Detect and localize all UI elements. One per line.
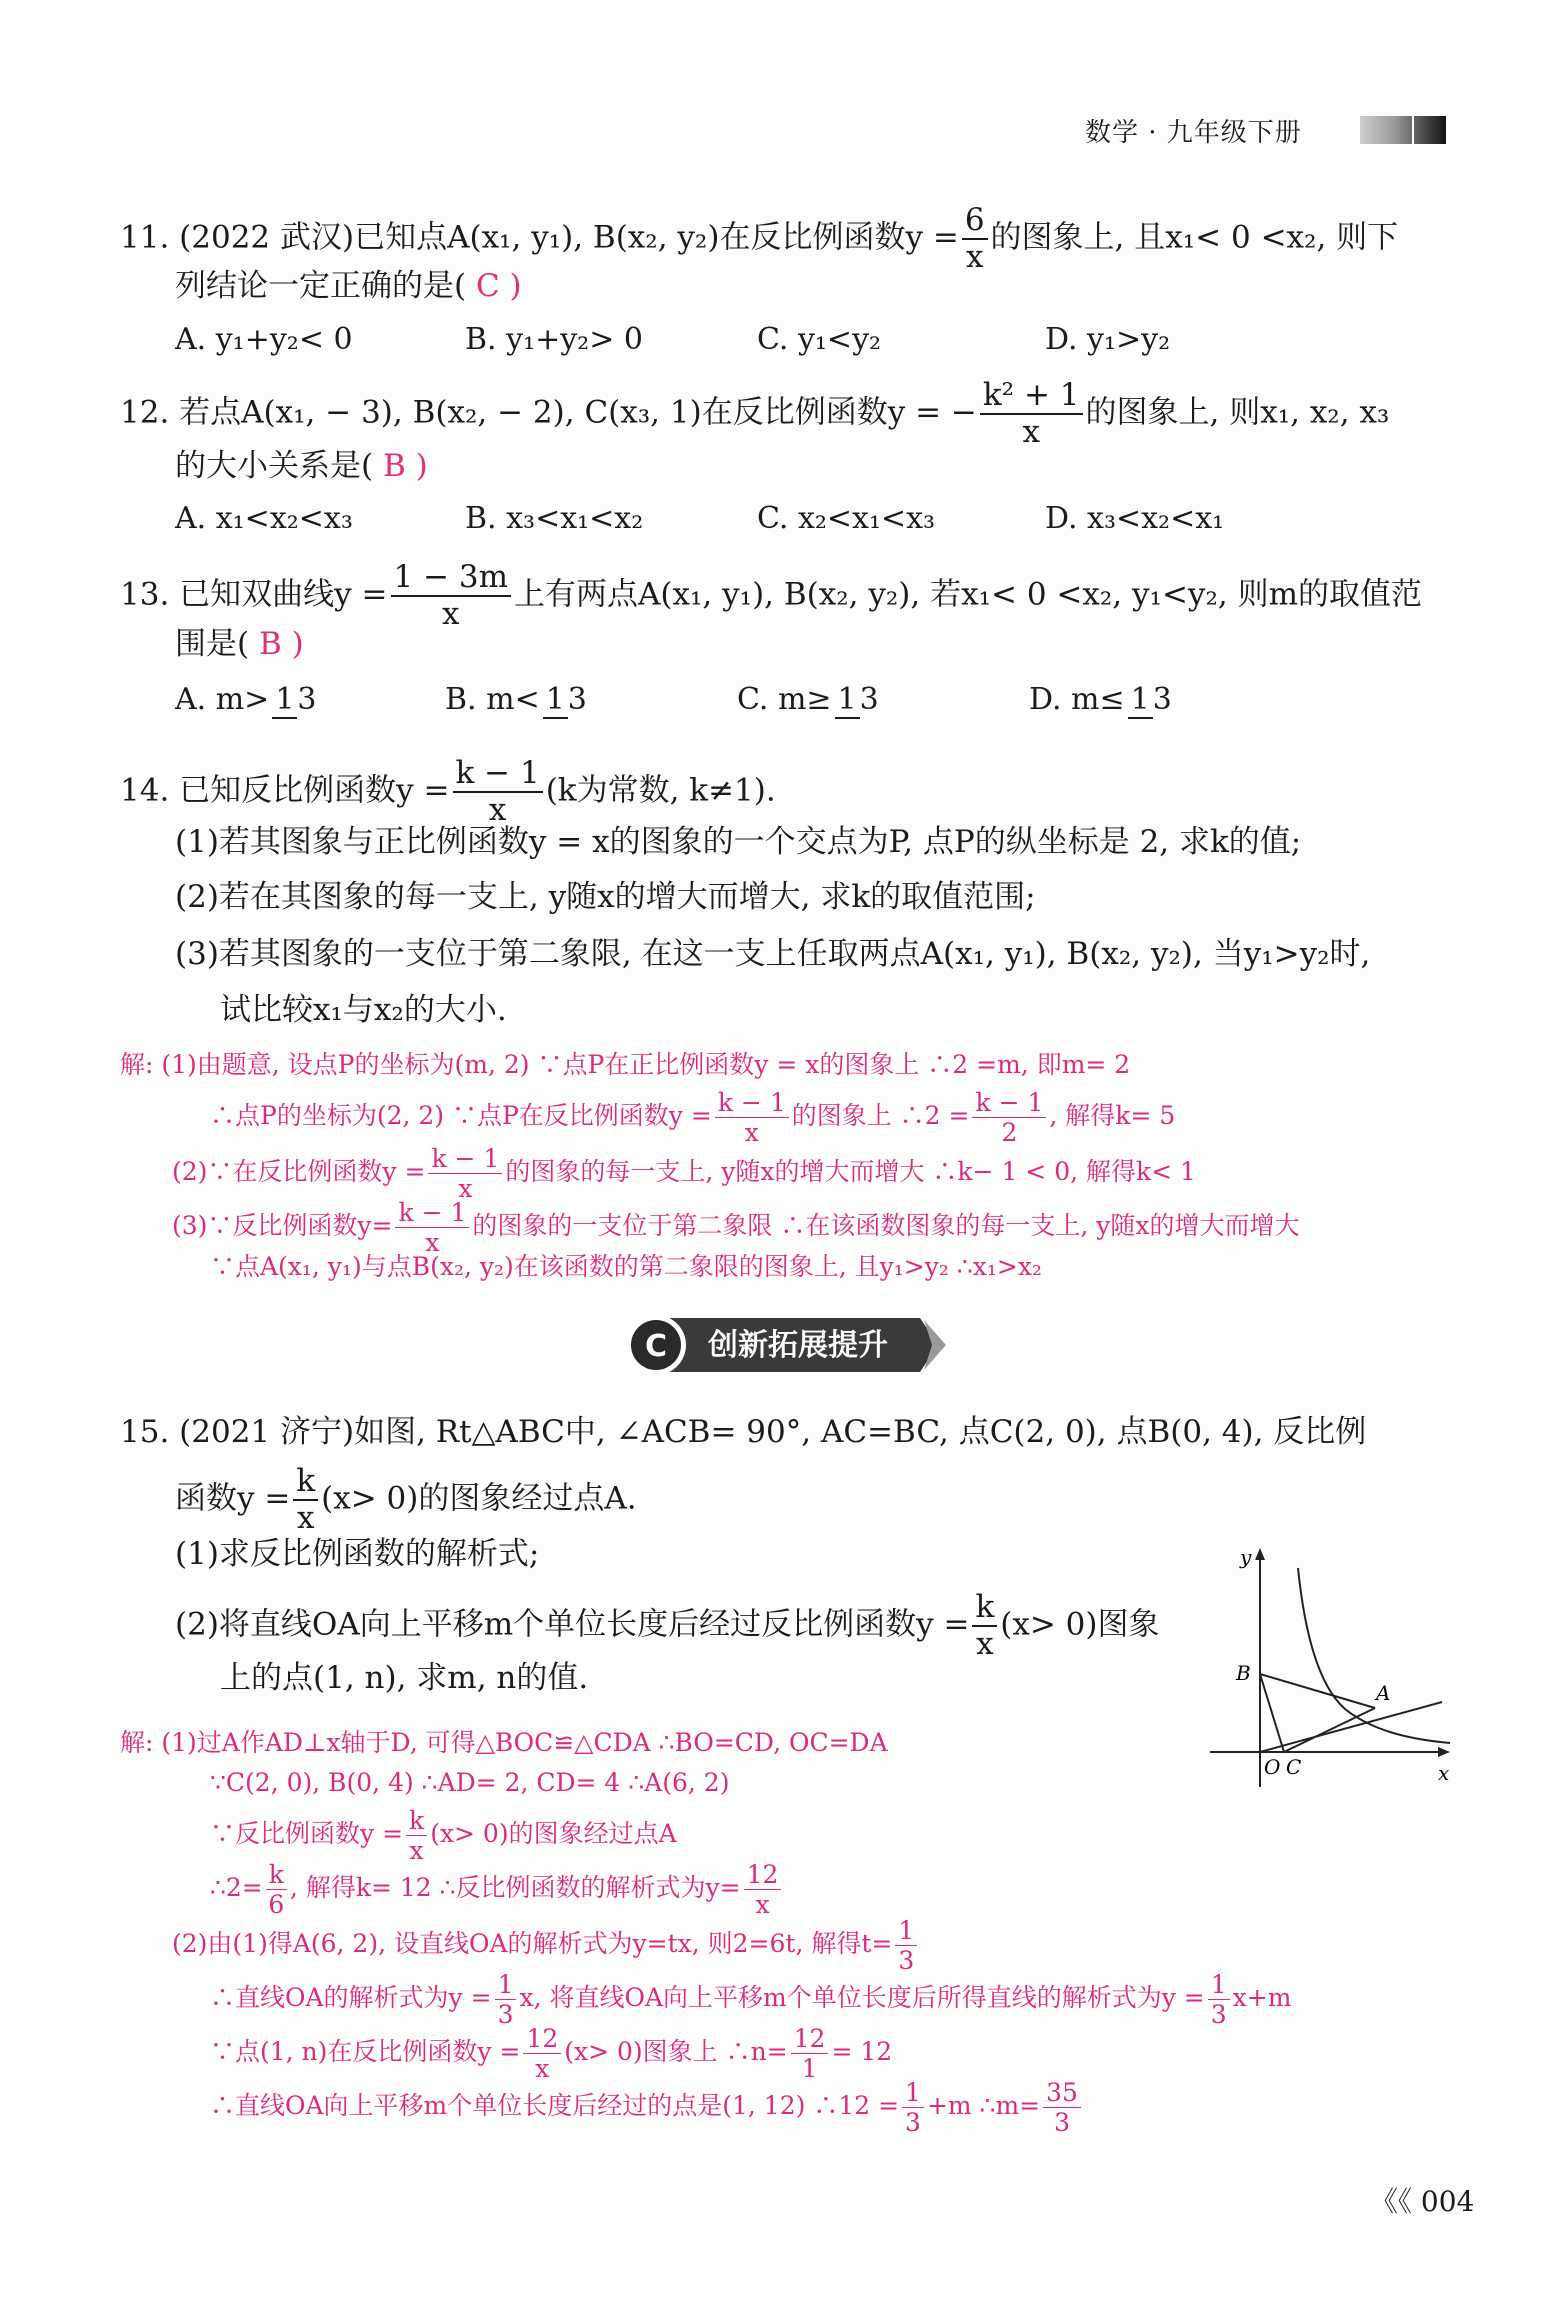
q11-options xyxy=(175,318,1170,362)
q13-line2: 围是( B ) xyxy=(175,626,304,662)
q12-options xyxy=(175,497,1224,541)
q12-option-d: D. x₃<x₂<x₁ xyxy=(1045,501,1225,536)
graph-label-a: A xyxy=(1376,1681,1391,1705)
section-banner xyxy=(620,1312,956,1378)
q15-part1: (1)求反比例函数的解析式; xyxy=(175,1536,540,1572)
q15-solution-line5: (2)由(1)得A(6, 2), 设直线OA的解析式为y=tx, 则2=6t, 解得t= $\frac{1}{3}$ xyxy=(172,1918,920,1973)
q13-option-d: D. m≤ 1 3 xyxy=(1029,682,1172,717)
q15-line1: 15. (2021 济宁)如图, Rt△ABC中, ∠ACB= 90°, AC=BC, 点C(2, 0), 点B(0, 4), 反比例 xyxy=(120,1414,1367,1450)
q11-option-a: A. y₁+y₂< 0 xyxy=(175,322,353,357)
q14-solution-line5: ∵点A(x₁, y₁)与点B(x₂, y₂)在该函数的第二象限的图象上, 且y₁>y₂ ∴x₁>x₂ xyxy=(210,1252,1042,1281)
graph-line-bc xyxy=(1260,1674,1284,1752)
q15-solution-line1: 解: (1)过A作AD⊥x轴于D, 可得△BOC≌△CDA ∴BO=CD, OC=DA xyxy=(120,1728,888,1757)
q13-option-a: A. m> 1 3 xyxy=(175,682,317,717)
q11-option-d: D. y₁>y₂ xyxy=(1045,322,1171,357)
q14-solution-line4: (3)∵反比例函数y= $\frac{k - 1}{x}$ 的图象的一支位于第二象限 ∴在该函数图象的每一支上, y随x的增大而增大 xyxy=(172,1198,1300,1257)
q15-part2-cont: 上的点(1, n), 求m, n的值. xyxy=(220,1660,589,1696)
q11-line2: 列结论一定正确的是( C ) xyxy=(175,268,522,304)
graph-label-c: C xyxy=(1286,1755,1302,1779)
q15-solution-line7: ∵点(1, n)在反比例函数y = $\frac{12}{x}$ (x> 0)图象上 ∴n= $\frac{12}{1}$ = 12 xyxy=(210,2024,893,2083)
graph-label-y: y xyxy=(1240,1545,1252,1569)
q14-part3-cont: 试比较x₁与x₂的大小. xyxy=(220,992,507,1028)
section-banner-title: 创新拓展提升 xyxy=(708,1328,888,1363)
graph-line-oa xyxy=(1260,1702,1442,1752)
q14-part2: (2)若在其图象的每一支上, y随x的增大而增大, 求k的取值范围; xyxy=(175,879,1036,915)
book-header: 数学 · 九年级下册 xyxy=(1085,118,1302,148)
graph-label-b: B xyxy=(1236,1661,1251,1685)
q15-solution-line8: ∴直线OA向上平移m个单位长度后经过的点是(1, 12) ∴12 = $\frac{1}{3}$ +m ∴m= $\frac{35}{3}$ xyxy=(210,2080,1084,2135)
q15-graph xyxy=(1210,1542,1455,1787)
q12-option-a: A. x₁<x₂<x₃ xyxy=(175,501,353,536)
q15-solution-line4: ∴2= $\frac{k}{6}$ , 解得k= 12 ∴反比例函数的解析式为y= $\frac{12}{x}$ xyxy=(210,1862,784,1917)
q13-fraction: $\frac{1 - 3m}{x}$ xyxy=(391,562,512,630)
q15-line2: 函数y = $\frac{k}{x}$ (x> 0)的图象经过点A. xyxy=(175,1463,637,1536)
graph-line-ba xyxy=(1260,1674,1375,1708)
q13-options xyxy=(175,678,1175,722)
q14-part3: (3)若其图象的一支位于第二象限, 在这一支上任取两点A(x₁, y₁), B(x₂, y₂), 当y₁>y₂时, xyxy=(175,936,1371,972)
q13-option-c: C. m≥ 1 3 xyxy=(737,682,879,717)
q15-solution-line3: ∵反比例函数y = $\frac{k}{x}$ (x> 0)的图象经过点A xyxy=(210,1806,677,1865)
q11-line1: 11. (2022 武汉)已知点A(x₁, y₁), B(x₂, y₂)在反比例函数y = $\frac{6}{x}$ 的图象上, 且x₁< 0 <x₂, 则下 xyxy=(120,202,1399,275)
q13-option-b: B. m< 1 3 xyxy=(445,682,587,717)
graph-line-ca xyxy=(1284,1708,1375,1752)
graph-label-o: O xyxy=(1264,1755,1281,1779)
q14-part1: (1)若其图象与正比例函数y = x的图象的一个交点为P, 点P的纵坐标是 2, 求k的值; xyxy=(175,824,1302,860)
q11-option-b: B. y₁+y₂> 0 xyxy=(465,322,643,357)
q13-line1: 13. 已知双曲线y = $\frac{1 - 3m}{x}$ 上有两点A(x₁, y₁), B(x₂, y₂), 若x₁< 0 <x₂, y₁<y₂, 则m的取值范 xyxy=(120,559,1422,632)
q12-line2: 的大小关系是( B ) xyxy=(175,448,428,484)
q12-option-b: B. x₃<x₁<x₂ xyxy=(465,501,644,536)
q14-fraction: $\frac{k - 1}{x}$ xyxy=(453,758,543,826)
q12-fraction: $\frac{\text{k² + 1}}{x}$ xyxy=(980,380,1083,448)
q15-solution-line2: ∵C(2, 0), B(0, 4) ∴AD= 2, CD= 4 ∴A(6, 2) xyxy=(210,1768,730,1797)
q11-fraction: $\frac{6}{x}$ xyxy=(962,205,988,273)
graph-label-x: x xyxy=(1438,1761,1450,1785)
page-number: 《《 004 xyxy=(1370,2185,1475,2218)
q14-solution-line1: 解: (1)由题意, 设点P的坐标为(m, 2) ∵点P在正比例函数y = x的图象上 ∴2 =m, 即m= 2 xyxy=(120,1050,1131,1079)
q13-answer: B xyxy=(258,626,282,662)
q12-answer: B xyxy=(382,448,406,484)
q12-option-c: C. x₂<x₁<x₃ xyxy=(757,501,936,536)
q14-solution-line3: (2)∵在反比例函数y = $\frac{k - 1}{x}$ 的图象的每一支上, y随x的增大而增大 ∴k− 1 < 0, 解得k< 1 xyxy=(172,1144,1196,1203)
q12-line1: 12. 若点A(x₁, − 3), B(x₂, − 2), C(x₃, 1)在反比例函数y = − $\frac{\text{k² + 1}}{x}$ 的图象上, 则x₁, x₂, x₃ xyxy=(120,377,1390,450)
q11-answer: C xyxy=(475,268,500,304)
graph-x-arrow xyxy=(1438,1747,1450,1757)
header-decoration-bar xyxy=(1360,116,1446,144)
q14-solution-line2: ∴点P的坐标为(2, 2) ∵点P在反比例函数y = $\frac{k - 1}{x}$ 的图象上 ∴2 = $\frac{k - 1}{2}$ , 解得k= 5 xyxy=(210,1088,1176,1147)
q14-line1: 14. 已知反比例函数y = $\frac{k - 1}{x}$ (k为常数, k≠1). xyxy=(120,755,776,828)
graph-hyperbola xyxy=(1298,1568,1450,1743)
q11-option-c: C. y₁<y₂ xyxy=(757,322,882,357)
q15-solution-line6: ∴直线OA的解析式为y = $\frac{1}{3}$ x, 将直线OA向上平移m个单位长度后所得直线的解析式为y = $\frac{1}{3}$ x+m xyxy=(210,1970,1292,2029)
graph-y-arrow xyxy=(1255,1548,1265,1560)
q15-fraction: $\frac{k}{x}$ xyxy=(293,1466,318,1534)
section-banner-letter: C xyxy=(644,1329,668,1364)
q15-part2: (2)将直线OA向上平移m个单位长度后经过反比例函数y = $\frac{k}{x}$ (x> 0)图象 xyxy=(175,1589,1160,1662)
